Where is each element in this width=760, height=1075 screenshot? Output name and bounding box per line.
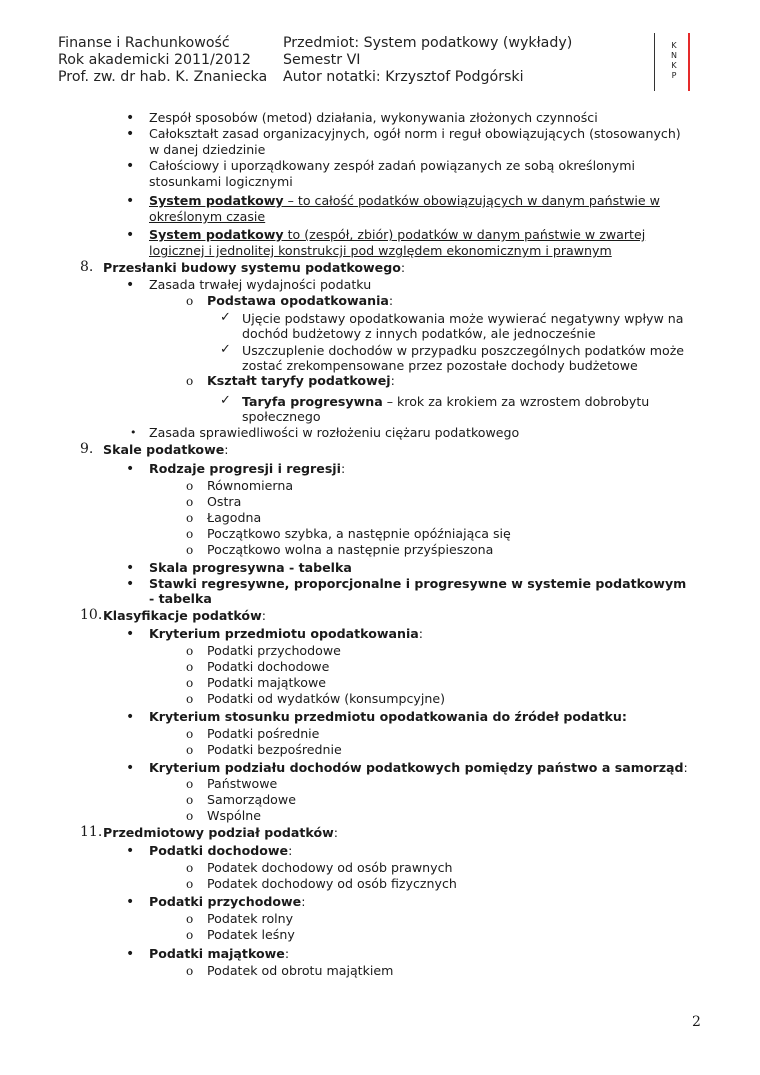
bullet-icon: •	[126, 946, 135, 962]
section-9-number: 9.	[80, 441, 94, 457]
circle-bullet-icon: o	[186, 727, 194, 741]
list-item: Podatki majątkowe	[207, 675, 327, 690]
checkmark-icon: ✓	[220, 310, 231, 325]
bullet-icon: •	[126, 560, 135, 576]
header-author: Autor notatki: Krzysztof Podgórski	[283, 69, 524, 85]
circle-bullet-icon: o	[186, 676, 194, 690]
logo-text: K N K P	[671, 41, 677, 80]
list-item: Początkowo szybka, a następnie opóźniająca się	[207, 526, 511, 541]
bullet-icon: •	[126, 843, 135, 859]
circle-bullet-icon: o	[186, 928, 194, 942]
list-item: Kryterium stosunku przedmiotu opodatkowania do źródeł podatku:	[149, 709, 627, 724]
circle-bullet-icon: o	[186, 861, 194, 875]
bullet-icon: •	[126, 158, 135, 174]
list-item: Podstawa opodatkowania:	[207, 293, 394, 308]
list-item: Kryterium przedmiotu opodatkowania:	[149, 626, 424, 641]
bullet-icon: •	[126, 126, 135, 142]
bullet-icon: •	[126, 227, 135, 243]
list-item: Podatki majątkowe:	[149, 946, 290, 961]
section-8-title: Przesłanki budowy systemu podatkowego:	[103, 260, 406, 275]
circle-bullet-icon: o	[186, 294, 194, 308]
header-year: Rok akademicki 2011/2012	[58, 52, 251, 68]
list-item: Podatki przychodowe	[207, 643, 341, 658]
list-item: Ujęcie podstawy opodatkowania może wywierać negatywny wpływ na	[242, 311, 684, 326]
section-11-number: 11.	[80, 824, 103, 840]
circle-bullet-icon: o	[186, 877, 194, 891]
circle-bullet-icon: o	[186, 495, 194, 509]
list-item: Podatki bezpośrednie	[207, 742, 342, 757]
section-10-title: Klasyfikacje podatków:	[103, 608, 266, 623]
circle-bullet-icon: o	[186, 479, 194, 493]
section-9-title: Skale podatkowe:	[103, 442, 229, 457]
intro-item: Zespół sposobów (metod) działania, wykonywania złożonych czynności	[149, 110, 598, 125]
definition-2: System podatkowy to (zespół, zbiór) podatków w danym państwie w zwartej	[149, 227, 646, 242]
list-item: Podatki dochodowe:	[149, 843, 293, 858]
list-item-cont: dochód budżetowy z innych podatków, ale jednocześnie	[242, 326, 596, 341]
list-item: Skala progresywna - tabelka	[149, 560, 352, 575]
section-8-number: 8.	[80, 259, 94, 275]
header-subject: Przedmiot: System podatkowy (wykłady)	[283, 35, 573, 51]
list-item: Łagodna	[207, 510, 262, 525]
circle-bullet-icon: o	[186, 809, 194, 823]
list-item: Podatki od wydatków (konsumpcyjne)	[207, 691, 446, 706]
list-item: Ostra	[207, 494, 242, 509]
bullet-icon: •	[126, 760, 135, 776]
bullet-icon: •	[126, 277, 135, 293]
list-item: Taryfa progresywna – krok za krokiem za wzrostem dobrobytu	[242, 394, 650, 409]
list-item-cont: - tabelka	[149, 591, 212, 606]
circle-bullet-icon: o	[186, 777, 194, 791]
list-item: Samorządowe	[207, 792, 296, 807]
list-item: Zasada sprawiedliwości w rozłożeniu ciężaru podatkowego	[149, 425, 520, 440]
list-item-cont: zostać zrekompensowane przez pozostałe dochody budżetowe	[242, 358, 638, 373]
header-semester: Semestr VI	[283, 52, 361, 68]
list-item: Podatek od obrotu majątkiem	[207, 963, 394, 978]
list-item: Równomierna	[207, 478, 294, 493]
circle-bullet-icon: o	[186, 912, 194, 926]
circle-bullet-icon: o	[186, 543, 194, 557]
list-item: Podatki pośrednie	[207, 726, 320, 741]
header-course: Finanse i Rachunkowość	[58, 35, 230, 51]
list-item: Podatek dochodowy od osób prawnych	[207, 860, 453, 875]
bullet-icon: •	[126, 894, 135, 910]
intro-item: Całokształt zasad organizacyjnych, ogół norm i reguł obowiązujących (stosowanych)	[149, 126, 681, 141]
list-item: Zasada trwałej wydajności podatku	[149, 277, 372, 292]
circle-bullet-icon: o	[186, 511, 194, 525]
bullet-icon: •	[126, 709, 135, 725]
list-item: Podatki dochodowe	[207, 659, 330, 674]
list-item: Podatek leśny	[207, 927, 295, 942]
list-item: Podatek rolny	[207, 911, 294, 926]
list-item: Wspólne	[207, 808, 261, 823]
bullet-icon: •	[126, 576, 135, 592]
bullet-icon: •	[126, 626, 135, 642]
circle-bullet-icon: o	[186, 527, 194, 541]
list-item: Podatek dochodowy od osób fizycznych	[207, 876, 457, 891]
list-item: Stawki regresywne, proporcjonalne i progresywne w systemie podatkowym	[149, 576, 687, 591]
bullet-icon: •	[130, 426, 137, 439]
intro-item-cont: stosunkami logicznymi	[149, 174, 293, 189]
page-number: 2	[692, 1014, 701, 1030]
definition-1: System podatkowy – to całość podatków obowiązujących w danym państwie w	[149, 193, 660, 208]
circle-bullet-icon: o	[186, 743, 194, 757]
circle-bullet-icon: o	[186, 644, 194, 658]
list-item: Podatki przychodowe:	[149, 894, 306, 909]
circle-bullet-icon: o	[186, 692, 194, 706]
circle-bullet-icon: o	[186, 964, 194, 978]
section-10-number: 10.	[80, 607, 103, 623]
checkmark-icon: ✓	[220, 342, 231, 357]
list-item: Uszczuplenie dochodów w przypadku poszczególnych podatków może	[242, 343, 685, 358]
definition-2-cont: logicznej i jednolitej konstrukcji pod względem ekonomicznym i prawnym	[149, 243, 612, 258]
definition-1-cont: określonym czasie	[149, 209, 266, 224]
section-11-title: Przedmiotowy podział podatków:	[103, 825, 338, 840]
logo-red-bar	[688, 33, 690, 91]
intro-item: Całościowy i uporządkowany zespół zadań powiązanych ze sobą określonymi	[149, 158, 635, 173]
list-item: Rodzaje progresji i regresji:	[149, 461, 346, 476]
header-professor: Prof. zw. dr hab. K. Znaniecka	[58, 69, 268, 85]
circle-bullet-icon: o	[186, 660, 194, 674]
bullet-icon: •	[126, 110, 135, 126]
circle-bullet-icon: o	[186, 374, 194, 388]
list-item: Kryterium podziału dochodów podatkowych pomiędzy państwo a samorząd:	[149, 760, 688, 775]
list-item: Państwowe	[207, 776, 278, 791]
list-item: Kształt taryfy podatkowej:	[207, 373, 395, 388]
bullet-icon: •	[126, 461, 135, 477]
checkmark-icon: ✓	[220, 393, 231, 408]
bullet-icon: •	[126, 193, 135, 209]
intro-item-cont: w danej dziedzinie	[149, 142, 266, 157]
circle-bullet-icon: o	[186, 793, 194, 807]
list-item-cont: społecznego	[242, 409, 321, 424]
list-item: Początkowo wolna a następnie przyśpieszona	[207, 542, 494, 557]
